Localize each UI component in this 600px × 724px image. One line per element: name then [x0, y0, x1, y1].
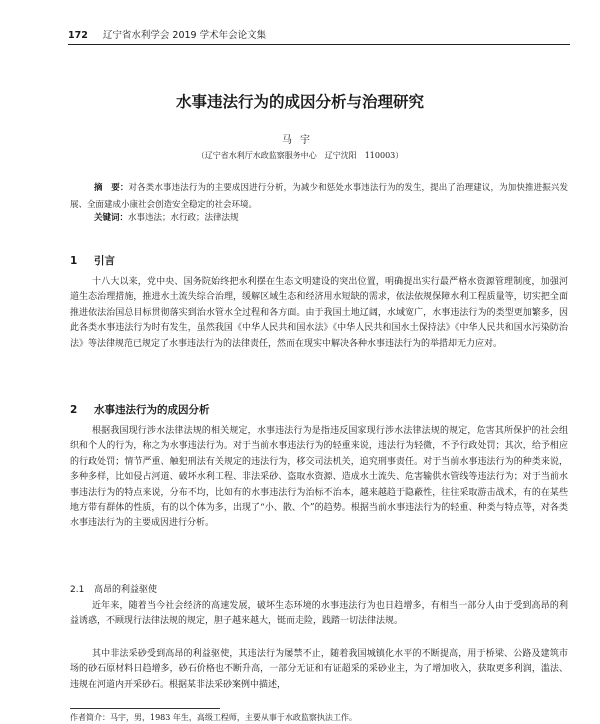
section-title: 引言: [94, 255, 115, 267]
keywords: [94, 211, 568, 225]
paper-title: 水事违法行为的成因分析与治理研究: [175, 93, 424, 111]
abstract: [70, 180, 568, 214]
footnote-divider: [70, 708, 220, 709]
author-name: 马宇: [282, 135, 318, 146]
section-number: 1: [70, 255, 78, 267]
paragraph-interest: 近年来，随着当今社会经济的高速发展，破坏生态环境的水事违法行为也日趋增多，有相当一部分人由于受到高昂的利益诱惑，不顾现行法律法规的规定，胆子越来越大，铤而走险，践踏一切法律法规。: [70, 601, 568, 627]
section-heading-2: [70, 402, 568, 417]
paragraph-sand-mining: 其中非法采砂受到高昂的利益驱使，其违法行为屡禁不止，随着我国城镇化水平的不断提高，用于桥梁、公路及建筑市场的砂石原材料日趋增多，砂石价格也不断升高，一部分无证和有证超采的采砂业主，为了增加收入，获取更多利润，滥法、违规在河道内开采砂石。根据某非法采砂案例中描述，: [70, 649, 568, 690]
page-number: 172: [68, 30, 88, 41]
subsection-heading-2-1: [70, 582, 568, 595]
section-number: 2: [70, 404, 78, 416]
subsection-title: 高昂的利益驱使: [94, 585, 158, 595]
abstract-text: 对各类水事违法行为的主要成因进行分析，为减少和惩处水事违法行为的发生，提出了治理建议，为加快推进振兴发展、全面建成小康社会创造安全稳定的社会环境。: [70, 183, 568, 210]
author-affiliation: （辽宁省水利厅水政监察服务中心 辽宁沈阳 110003）: [196, 151, 404, 160]
section-heading-1: [70, 253, 568, 268]
author-footnote: 作者简介：马宇，男，1983 年生，高级工程师，主要从事于水政监察执法工作。: [70, 713, 357, 722]
abstract-label: 摘 要：: [94, 183, 129, 193]
keywords-text: 水事违法；水行政；法律法规: [128, 213, 239, 223]
subsection-number: 2.1: [70, 585, 85, 595]
paragraph-causes: 根据我国现行涉水法律法规的相关规定，水事违法行为是指违反国家现行涉水法律法规的规定，危害其所保护的社会组织和个人的行为，称之为水事违法行为。对于当前水事违法行为的轻重来说，违法行为轻微，不予行政处罚；其次，给予相应的行政处罚；情节严重、触犯刑法有关规定的违法行为，移交司法机关，追究刑事责任。对于当前水事违法行为的种类来说，多种多样，比如侵占河道、破坏水利工程、非法采砂、盗取水资源、造成水土流失、危害输供水管线等违法行为；对于当前水事违法行为的特点来说，分布不均，比如有的水事违法行为治标不治本，越来越趋于隐蔽性，往往采取游击战术，有的在某些地方带有群体的性质，有的以个体为多，出现了“小、散、个”的趋势。根据当前水事违法行为的轻重、种类与特点等，对各类水事违法行为的主要成因进行分析。: [70, 426, 568, 529]
section-title: 水事违法行为的成因分析: [94, 404, 210, 416]
keywords-label: 关键词：: [94, 213, 129, 223]
running-header: [68, 30, 570, 45]
paragraph-intro: 十八大以来，党中央、国务院始终把水利摆在生态文明建设的突出位置，明确提出实行最严格水资源管理制度，加强河道生态治理措施，推进水土流失综合治理，缓解区域生态和经济用水短缺的需求，依法依规保障水利工程质量等，切实把全面推进依法治国总目标贯彻落实到治水管水全过程和各方面。由于我国土地辽阔，水域宽广，水事违法行为的类型更加繁多，因此各类水事违法行为时有发生，虽然我国《中华人民共和国水法》《中华人民共和国水土保持法》《中华人民共和国水污染防治法》等法律规范已规定了水事违法行为的法律责任，然而在现实中解决各种水事违法行为的举措却无力应对。: [70, 277, 568, 349]
journal-name: 辽宁省水利学会 2019 学术年会论文集: [102, 30, 267, 41]
